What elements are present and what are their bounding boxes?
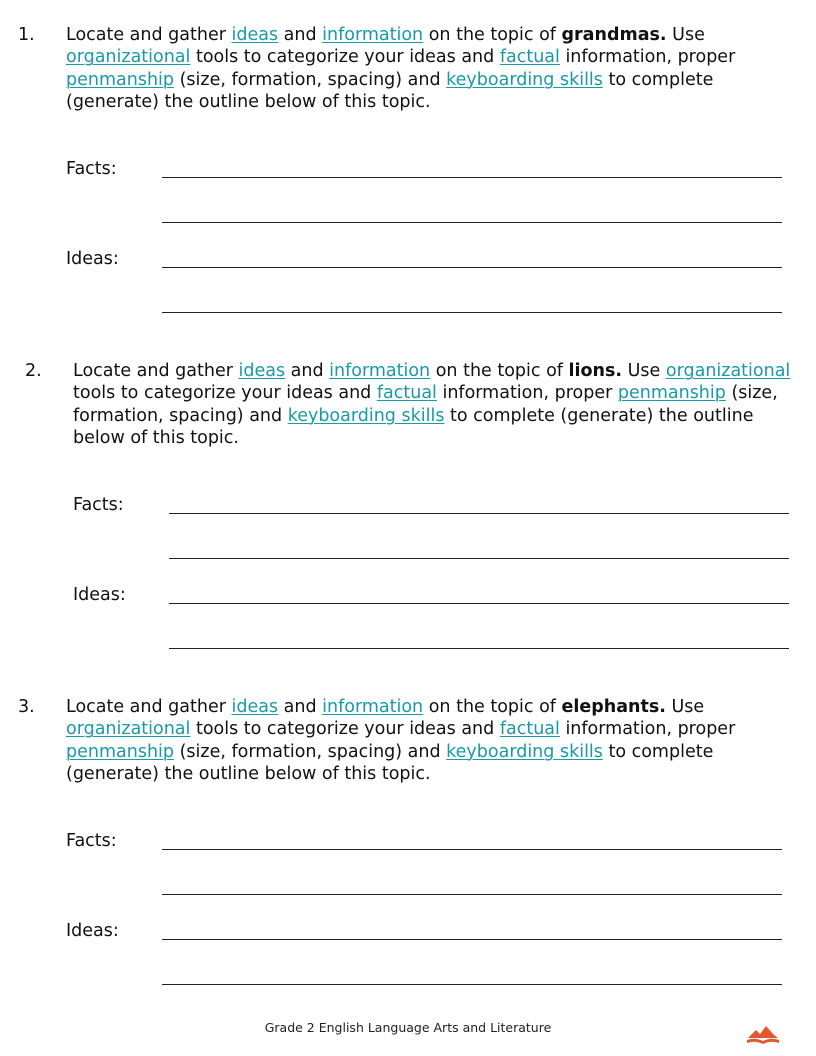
- prompt-text: formation, spacing) and: [73, 405, 288, 426]
- question-prompt: [73, 360, 790, 450]
- prompt-text: Locate and gather: [73, 361, 239, 381]
- topic-word: grandmas.: [561, 25, 667, 45]
- prompt-line: [73, 405, 790, 427]
- ideas-answer-line[interactable]: [162, 939, 782, 940]
- prompt-line: [66, 718, 735, 740]
- facts-answer-line[interactable]: [162, 894, 782, 895]
- vocab-link[interactable]: factual: [376, 383, 437, 404]
- question-number: 2.: [25, 361, 42, 381]
- prompt-text: on the topic of: [423, 25, 562, 45]
- question-number: 3.: [18, 697, 35, 717]
- facts-answer-line[interactable]: [162, 849, 782, 850]
- prompt-line: [73, 360, 790, 382]
- facts-label: Facts:: [66, 831, 117, 851]
- footer-text: Grade 2 English Language Arts and Literature: [264, 1020, 552, 1035]
- prompt-text: below of this topic.: [73, 428, 239, 449]
- facts-answer-line[interactable]: [169, 513, 789, 514]
- prompt-text: Locate and gather: [66, 697, 232, 717]
- vocab-link[interactable]: ideas: [238, 361, 286, 381]
- facts-answer-line[interactable]: [169, 558, 789, 559]
- prompt-text: Use: [666, 25, 705, 45]
- vocab-link[interactable]: information: [322, 697, 424, 717]
- facts-answer-line[interactable]: [162, 177, 782, 178]
- vocab-link[interactable]: penmanship: [66, 741, 175, 762]
- prompt-line: [73, 382, 790, 404]
- prompt-text: Use: [665, 697, 705, 717]
- ideas-label: Ideas:: [66, 921, 119, 941]
- question-prompt: [66, 24, 735, 114]
- ideas-label: Ideas:: [73, 585, 126, 605]
- topic-word: elephants.: [561, 697, 666, 717]
- prompt-text: tools to categorize your ideas and: [190, 47, 500, 68]
- topic-word: lions.: [568, 361, 623, 381]
- book-mountain-logo-icon: [745, 1022, 781, 1048]
- prompt-text: (generate) the outline below of this topic.: [66, 92, 431, 113]
- vocab-link[interactable]: keyboarding skills: [287, 405, 445, 426]
- question-number: 1.: [18, 25, 35, 45]
- vocab-link[interactable]: organizational: [66, 719, 191, 740]
- prompt-line: [66, 91, 735, 113]
- ideas-answer-line[interactable]: [169, 603, 789, 604]
- vocab-link[interactable]: information: [329, 361, 431, 381]
- prompt-text: information, proper: [436, 383, 618, 404]
- prompt-line: [66, 69, 735, 91]
- vocab-link[interactable]: penmanship: [66, 69, 175, 90]
- ideas-answer-line[interactable]: [169, 648, 789, 649]
- prompt-text: to complete (generate) the outline: [444, 405, 754, 426]
- prompt-text: information, proper: [559, 47, 736, 68]
- prompt-line: [66, 24, 735, 46]
- prompt-text: and: [278, 25, 323, 45]
- vocab-link[interactable]: keyboarding skills: [446, 741, 603, 762]
- prompt-text: Use: [622, 361, 666, 381]
- prompt-text: (size, formation, spacing) and: [174, 69, 447, 90]
- prompt-text: to complete: [602, 69, 714, 90]
- vocab-link[interactable]: penmanship: [617, 383, 726, 404]
- question-prompt: [66, 696, 735, 786]
- facts-label: Facts:: [66, 159, 117, 179]
- prompt-text: tools to categorize your ideas and: [190, 719, 500, 740]
- prompt-line: [73, 427, 790, 449]
- prompt-text: Locate and gather: [66, 25, 232, 45]
- prompt-text: information, proper: [559, 719, 736, 740]
- prompt-text: and: [285, 361, 330, 381]
- prompt-text: to complete: [602, 741, 714, 762]
- prompt-line: [66, 741, 735, 763]
- vocab-link[interactable]: organizational: [665, 361, 791, 381]
- ideas-answer-line[interactable]: [162, 312, 782, 313]
- prompt-text: tools to categorize your ideas and: [73, 383, 377, 404]
- vocab-link[interactable]: keyboarding skills: [446, 69, 603, 90]
- vocab-link[interactable]: ideas: [231, 25, 279, 45]
- facts-answer-line[interactable]: [162, 222, 782, 223]
- prompt-text: on the topic of: [430, 361, 569, 381]
- prompt-text: (size,: [725, 383, 778, 404]
- ideas-answer-line[interactable]: [162, 267, 782, 268]
- prompt-text: and: [278, 697, 323, 717]
- prompt-text: (generate) the outline below of this topic.: [66, 764, 431, 785]
- prompt-line: [66, 763, 735, 785]
- prompt-line: [66, 696, 735, 718]
- prompt-text: on the topic of: [423, 697, 562, 717]
- ideas-answer-line[interactable]: [162, 984, 782, 985]
- vocab-link[interactable]: factual: [499, 47, 560, 68]
- vocab-link[interactable]: factual: [499, 719, 560, 740]
- prompt-line: [66, 46, 735, 68]
- facts-label: Facts:: [73, 495, 124, 515]
- vocab-link[interactable]: organizational: [66, 47, 191, 68]
- ideas-label: Ideas:: [66, 249, 119, 269]
- prompt-text: (size, formation, spacing) and: [174, 741, 447, 762]
- vocab-link[interactable]: ideas: [231, 697, 279, 717]
- vocab-link[interactable]: information: [322, 25, 424, 45]
